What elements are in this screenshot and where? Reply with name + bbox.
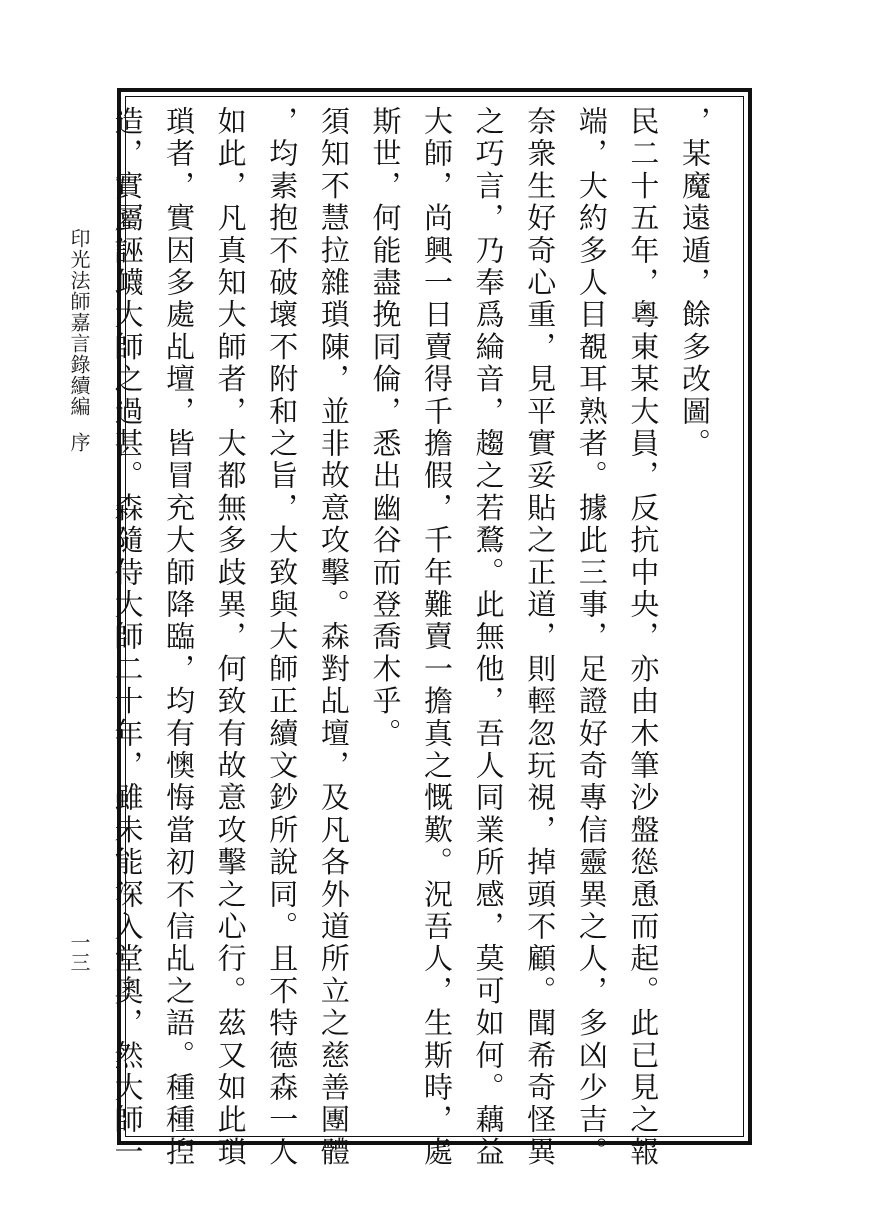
book-title: 印光法師嘉言錄續編 [67, 228, 91, 417]
text-column: ，均素抱不破壞不附和之旨，大致與大師正續文鈔所說同。且不特德森一人 [265, 106, 300, 1169]
body-text [110, 106, 720, 1169]
text-column: 須知不慧拉雜瑣陳，並非故意攻擊。森對乩壇，及凡各外道所立之慈善團體 [316, 106, 351, 1169]
text-column: 大師，尚興一日賣得千擔假，千年難賣一擔真之慨歎。況吾人，生斯時，處 [420, 106, 455, 1169]
section-label: 序 [67, 432, 91, 452]
text-column: 瑣者，實因多處乩壇，皆冒充大師降臨，均有懊悔當初不信乩之語。種種揑 [162, 106, 197, 1169]
text-column: 造，實屬誣衊大師之過甚。森隨侍大師二十年，雖未能深入堂奧，然大師一 [110, 106, 145, 1169]
text-column: 斯世，何能盡挽同倫，悉出幽谷而登喬木乎。 [368, 106, 403, 750]
page-number: 一三 [67, 932, 91, 972]
text-column: 民二十五年，粵東某大員，反抗中央，亦由木筆沙盤慫恿而起。此已見之報 [626, 106, 661, 1169]
text-column: 端，大約多人目覩耳熟者。據此三事，足證好奇專信靈異之人，多凶少吉。 [574, 106, 609, 1169]
text-column: 如此，凡真知大師者，大都無多歧異，何致有故意攻擊之心行。茲又如此瑣 [213, 106, 248, 1169]
text-column: 之巧言，乃奉爲綸音，趨之若鶩。此無他，吾人同業所感，莫可如何。藕益 [471, 106, 506, 1169]
text-column: ，某魔遠遁，餘多改圖。 [678, 106, 712, 461]
text-column: 奈衆生好奇心重，見平實妥貼之正道，則輕忽玩視，掉頭不顧。聞希奇怪異 [523, 106, 558, 1169]
